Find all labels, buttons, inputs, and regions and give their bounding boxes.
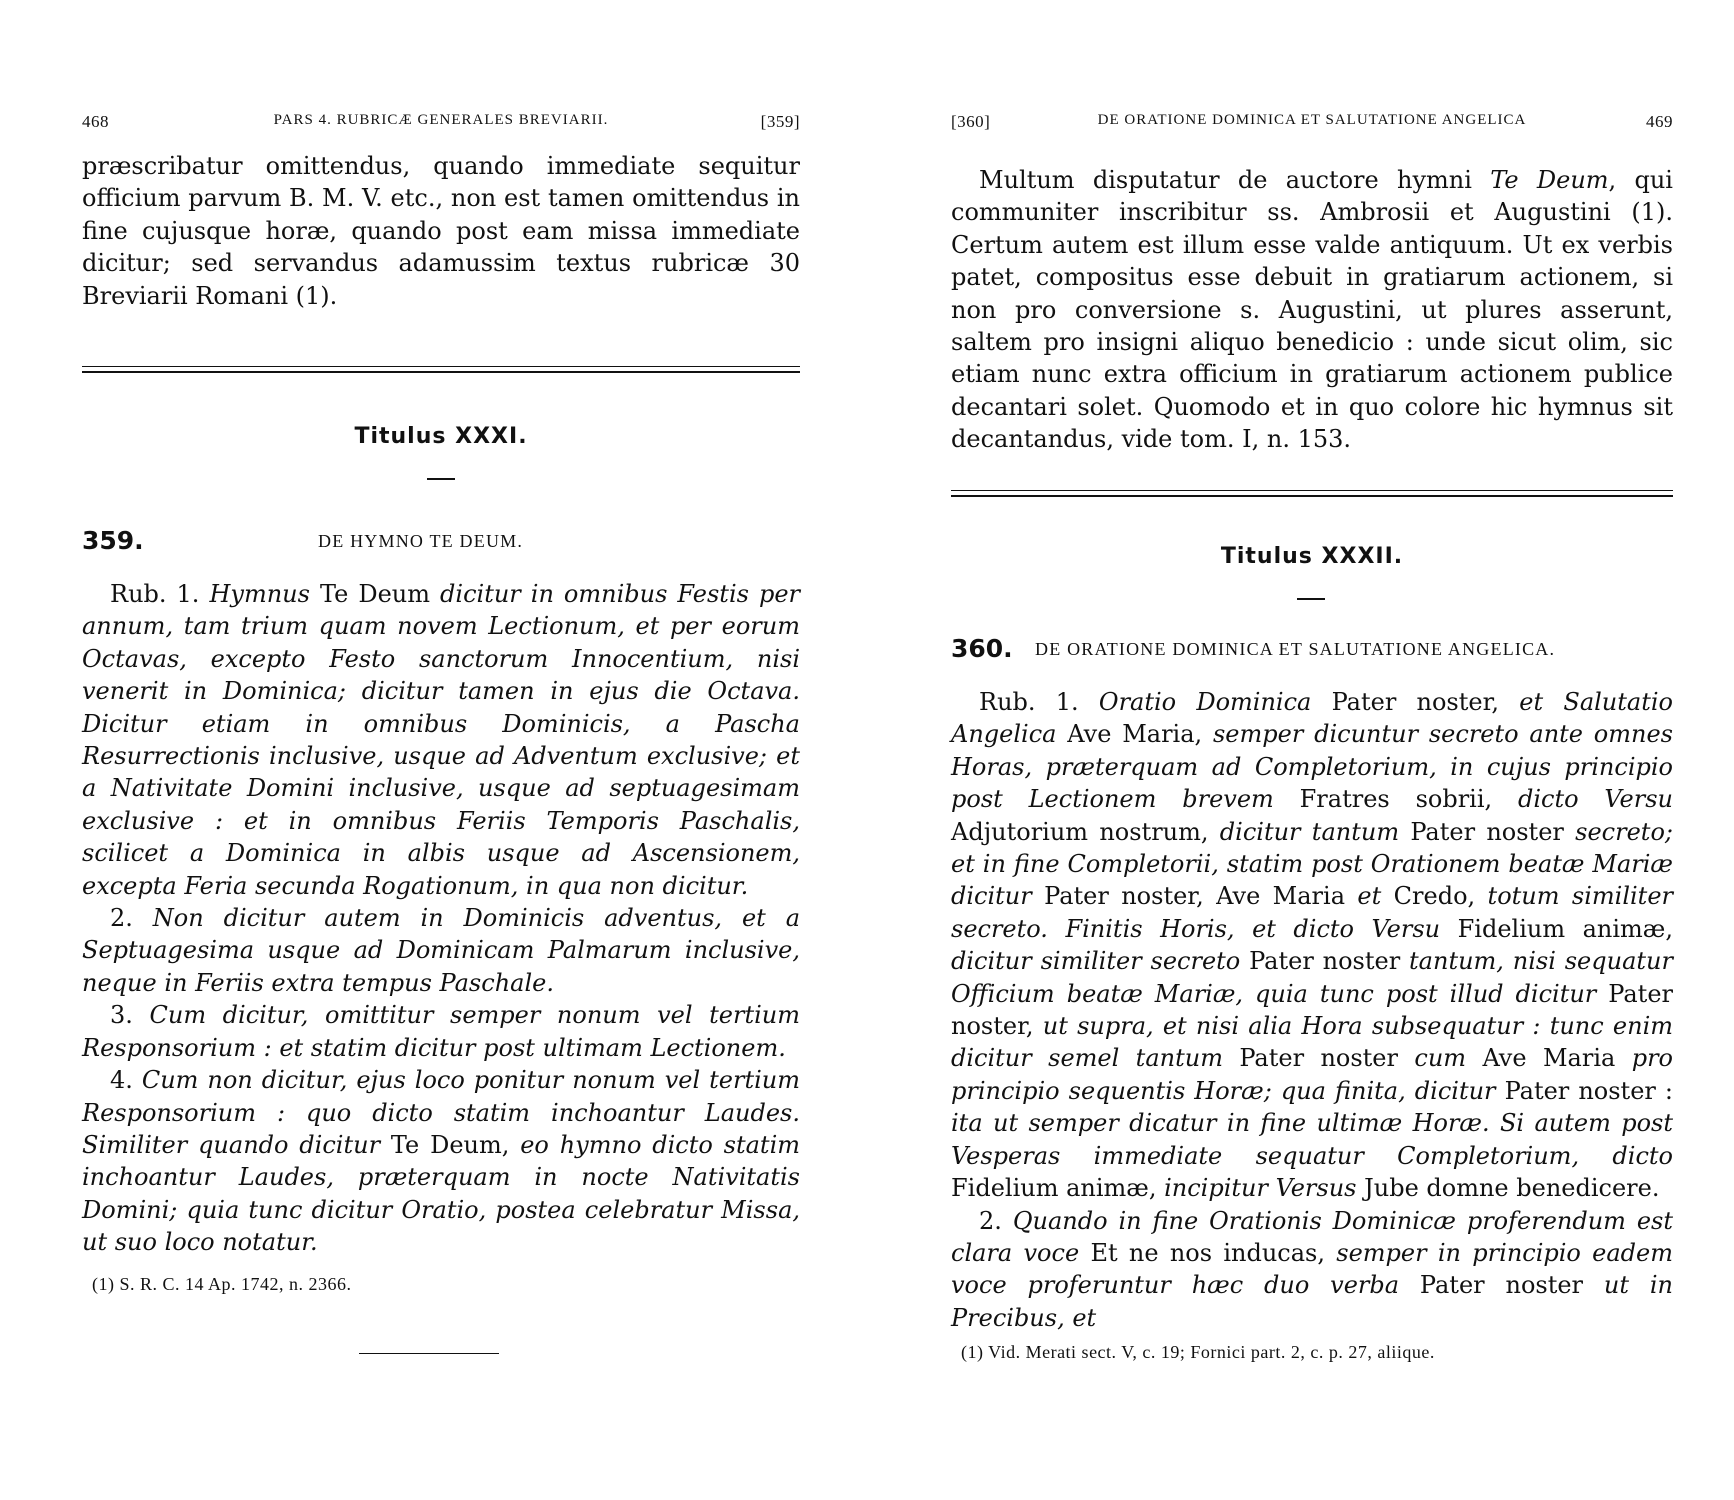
continuation-paragraph: præscribatur omittendus, quando immediate sequitur officium parvum B. M. V. etc., non est tamen omittendus in fine cujusque horæ, quando post eam missa immediate dicitur; sed servandus adamussim textus rubricæ 30 Breviarii Romani (1). — [82, 152, 800, 310]
rubric-2: 2. Non dicitur autem in Dominicis adventus, et a Septuagesima usque ad Dominicam Palmarum inclusive, neque in Feriis extra tempus Paschale. — [82, 904, 800, 997]
titulus-heading: Titulus XXXI. — [354, 424, 528, 449]
titulus-heading-right: Titulus XXXII. — [1220, 544, 1404, 569]
left-running-head — [82, 112, 800, 138]
titulus-dash — [427, 478, 455, 480]
left-page-number: 468 — [82, 112, 109, 131]
left-section-ref: [359] — [760, 112, 800, 131]
rubrics-block-right — [951, 686, 1673, 1334]
rubric-3: 3. Cum dicitur, omittitur semper nonum vel tertium Responsorium : et statim dicitur post ultimam Lectionem. — [82, 1001, 800, 1062]
right-running-head — [951, 112, 1673, 138]
section-title: DE HYMNO TE DEUM. — [318, 531, 524, 551]
section-divider-rule — [82, 366, 800, 374]
intro-block — [951, 164, 1673, 456]
left-running-title: PARS 4. RUBRICÆ GENERALES BREVIARII. — [273, 112, 609, 128]
rubric-1-right: Rub. 1. Oratio Dominica Pater noster, et Salutatio Angelica Ave Maria, semper dicuntur secreto ante omnes Horas, præterquam ad Completorium, in cujus principio post Lectionem brevem Fratres sobrii, dicto Versu Adjutorium nostrum, dicitur tantum Pater noster secreto; et in fine Completorii, statim post Orationem beatæ Mariæ dicitur Pater noster, Ave Maria et Credo, totum similiter secreto. Finitis Horis, et dicto Versu Fidelium animæ, dicitur similiter secreto Pater noster tantum, nisi sequatur Officium beatæ Mariæ, quia tunc post illud dicitur Pater noster, ut supra, et nisi alia Hora subsequatur : tunc enim dicitur semel tantum Pater noster cum Ave Maria pro principio sequentis Horæ; qua finita, dicitur Pater noster : ita ut semper dicatur in fine ultimæ Horæ. Si autem post Vesperas immediate sequatur Completorium, dicto Fidelium animæ, incipitur Versus Jube domne benedicere. — [951, 688, 1674, 1203]
continuation-block — [82, 150, 800, 312]
left-end-rule — [359, 1353, 499, 1354]
intro-paragraph: Multum disputatur de auctore hymni Te Deum, qui communiter inscribitur ss. Ambrosii et Augustini (1). Certum autem est illum esse valde antiquum. Ut ex verbis patet, compositus esse debuit in gratiarum actionem, si non pro conversione s. Augustini, ut plures asserunt, saltem pro insigni aliquo benedicio : unde sicut olim, sic etiam nunc extra officium in gratiarum actionem publice decantari solet. Quomodo et in quo colore hic hymnus sit decantandus, vide tom. I, n. 153. — [951, 166, 1673, 454]
left-footnote: (1) S. R. C. 14 Ap. 1742, n. 2366. — [92, 1274, 352, 1294]
section-divider-rule-right — [951, 490, 1673, 498]
rubric-2-right: 2. Quando in fine Orationis Dominicæ proferendum est clara voce Et ne nos inducas, semper in principio eadem voce proferuntur hæc duo verba Pater noster ut in Precibus, et — [951, 1206, 1674, 1332]
rubrics-block — [82, 578, 800, 1259]
titulus-dash-right — [1297, 598, 1325, 600]
section-number: 359. — [82, 526, 144, 555]
rubric-4: 4. Cum non dicitur, ejus loco ponitur nonum vel tertium Responsorium : quo dicto statim inchoantur Laudes. Similiter quando dicitur Te Deum, eo hymno dicto statim inchoantur Laudes, præterquam in nocte Nativitatis Domini; quia tunc dicitur Oratio, postea celebratur Missa, ut suo loco notatur. — [82, 1066, 801, 1257]
right-section-ref: [360] — [951, 112, 991, 131]
right-footnote: (1) Vid. Merati sect. V, c. 19; Fornici part. 2, c. p. 27, aliique. — [961, 1342, 1435, 1362]
section-number-right: 360. — [951, 634, 1013, 663]
section-title-right: DE ORATIONE DOMINICA ET SALUTATIONE ANGELICA. — [1035, 639, 1556, 659]
section-359-heading — [82, 526, 800, 560]
right-running-title: DE ORATIONE DOMINICA ET SALUTATIONE ANGELICA — [1097, 112, 1527, 128]
right-page-number: 469 — [1646, 112, 1673, 131]
rubric-1: Rub. 1. Hymnus Te Deum dicitur in omnibus Festis per annum, tam trium quam novem Lectionum, et per eorum Octavas, excepto Festo sanctorum Innocentium, nisi venerit in Dominica; dicitur tamen in ejus die Octava. Dicitur etiam in omnibus Dominicis, a Pascha Resurrectionis inclusive, usque ad Adventum exclusive; et a Nativitate Domini inclusive, usque ad septuagesimam exclusive : et in omnibus Feriis Temporis Paschalis, scilicet a Dominica in albis usque ad Ascensionem, excepta Feria secunda Rogationum, in qua non dicitur. — [82, 580, 800, 900]
section-360-heading — [951, 634, 1673, 668]
